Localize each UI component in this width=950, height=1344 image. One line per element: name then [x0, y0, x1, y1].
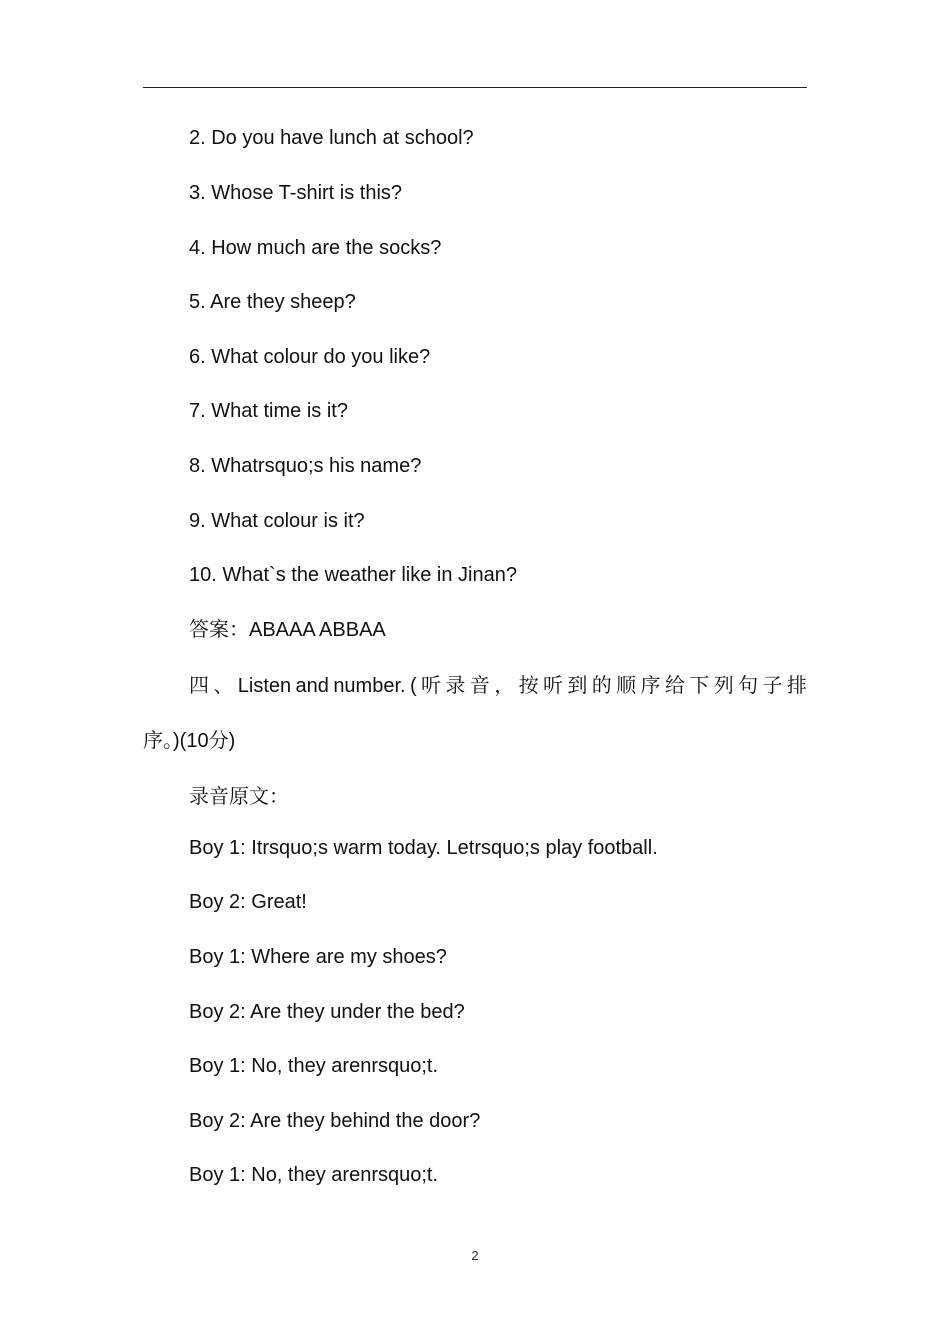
dialogue-line: Boy 1: Itrsquo;s warm today. Letrsquo;s play football. [189, 837, 658, 859]
question-5: 5. Are they sheep? [189, 291, 356, 313]
dialogue-line: Boy 2: Great! [189, 891, 307, 913]
question-4: 4. How much are the socks? [189, 237, 442, 259]
dialogue-line: Boy 1: No, they arenrsquo;t. [189, 1164, 439, 1186]
dialogue-line: Boy 2: Are they under the bed? [189, 1001, 465, 1023]
question-3: 3. Whose T-shirt is this? [189, 182, 403, 204]
dialogue-line: Boy 1: No, they arenrsquo;t. [189, 1055, 439, 1077]
question-8: 8. Whatrsquo;s his name? [189, 455, 422, 477]
question-6: 6. What colour do you like? [189, 346, 431, 368]
page-number: 2 [471, 1248, 479, 1263]
question-7: 7. What time is it? [189, 400, 348, 422]
question-9: 9. What colour is it? [189, 510, 365, 532]
question-2: 2. Do you have lunch at school? [189, 127, 474, 149]
section-4-heading [189, 674, 807, 698]
section-4-heading-line2: 序。)(10分) [143, 730, 236, 752]
dialogue-line: Boy 2: Are they behind the door? [189, 1110, 481, 1132]
header-rule [143, 87, 807, 88]
dialogue-line: Boy 1: Where are my shoes? [189, 946, 447, 968]
answer-key: 答案：ABAAA ABBAA [189, 619, 386, 641]
question-10: 10. What`s the weather like in Jinan? [189, 564, 517, 586]
transcript-label: 录音原文： [189, 786, 289, 808]
section-4-heading-line1: 四 、 Listen and number. ( 听 录 音 ， 按 听 到 的 顺 序 给 下 列 句 子 排 [189, 675, 807, 697]
